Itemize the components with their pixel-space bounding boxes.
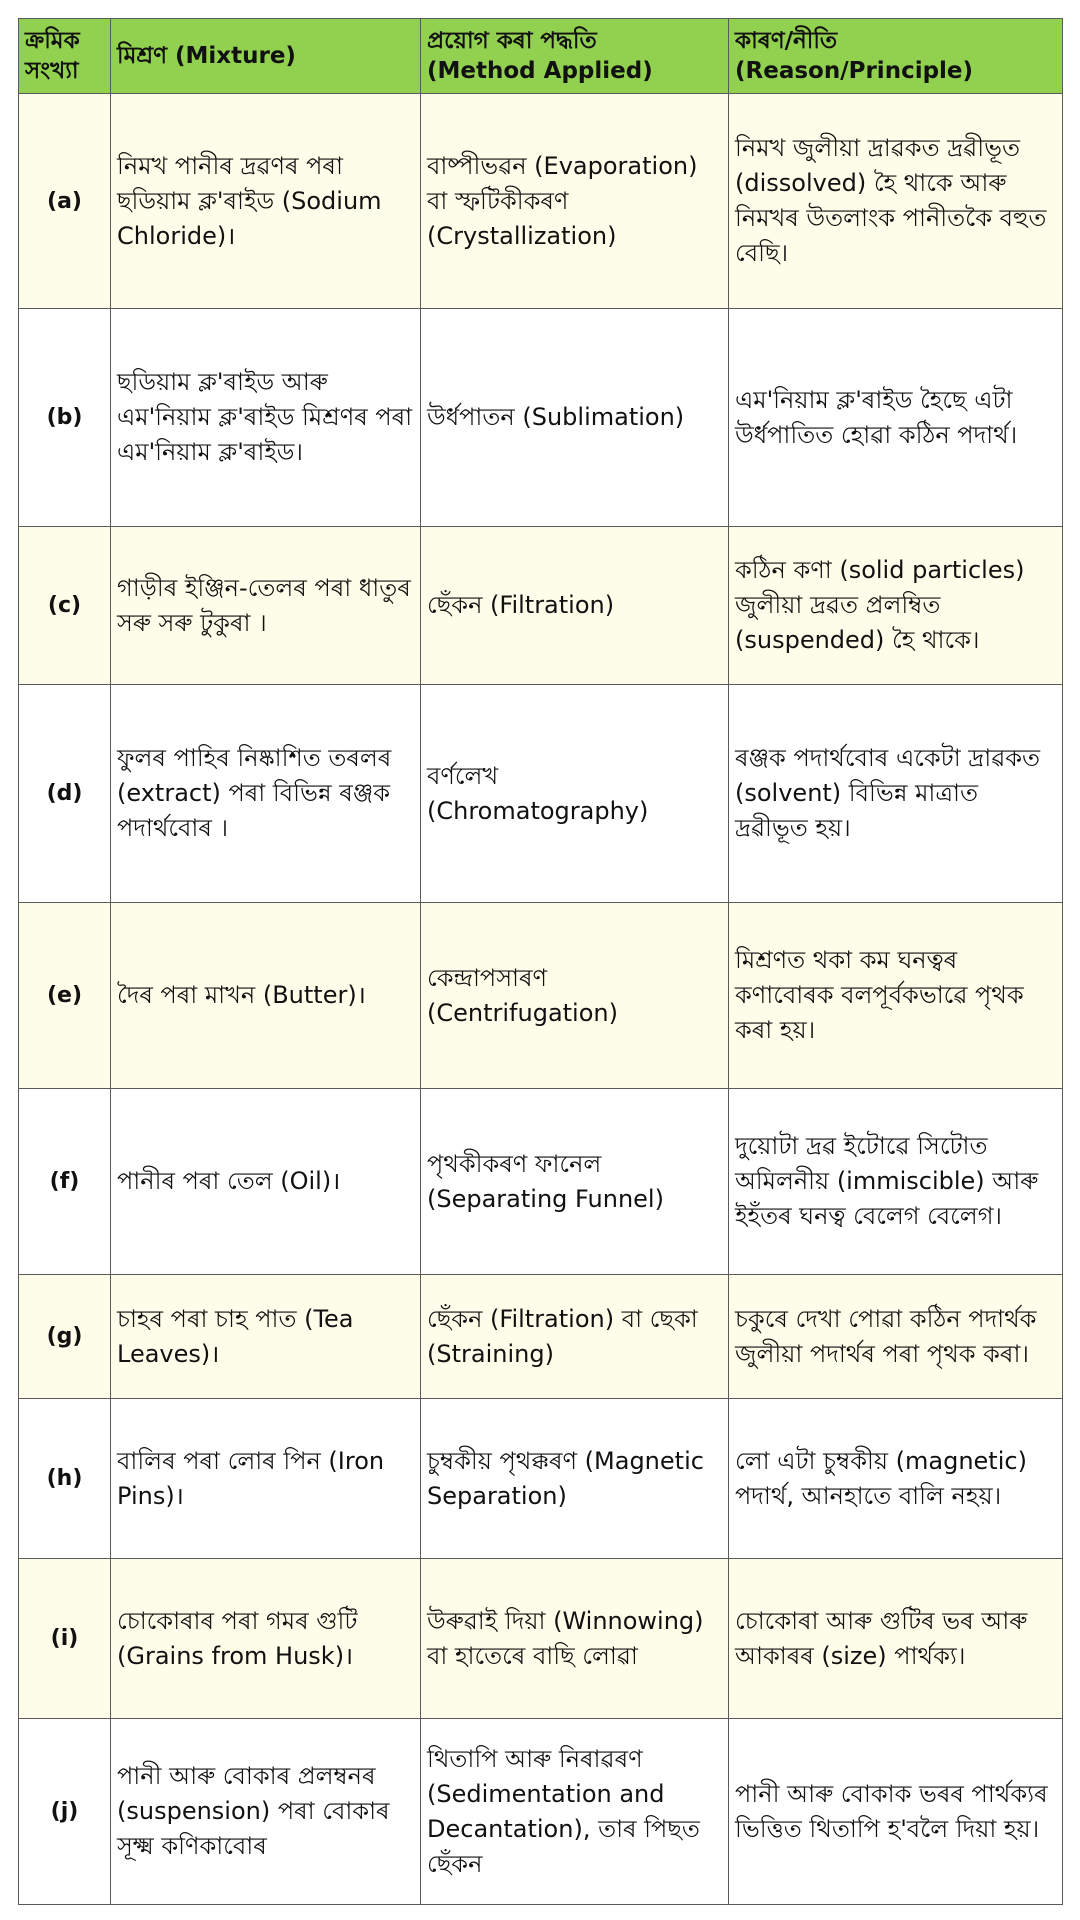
cell-serial-number: (e) — [19, 903, 111, 1089]
cell-mixture: বালিৰ পৰা লোৰ পিন (Iron Pins)। — [111, 1399, 421, 1559]
cell-method: উৰ্ধপাতন (Sublimation) — [421, 309, 729, 527]
cell-method: ছেঁকন (Filtration) — [421, 527, 729, 685]
cell-reason: কঠিন কণা (solid particles) জুলীয়া দ্ৰৱত প্ৰলম্বিত (suspended) হৈ থাকে। — [729, 527, 1063, 685]
cell-serial-number: (f) — [19, 1089, 111, 1275]
header-mixture-line1: মিশ্ৰণ (Mixture) — [117, 43, 296, 69]
header-method-line1: প্ৰয়োগ কৰা পদ্ধতি — [427, 28, 597, 54]
cell-mixture: চোকোৰাৰ পৰা গমৰ গুটি (Grains from Husk)। — [111, 1559, 421, 1719]
table-row — [19, 685, 1063, 903]
header-serial-line1: ক্রমিক — [25, 28, 80, 54]
cell-method: বৰ্ণলেখ (Chromatography) — [421, 685, 729, 903]
cell-serial-number: (h) — [19, 1399, 111, 1559]
header-mixture — [111, 19, 421, 94]
cell-method: উৰুৱাই দিয়া (Winnowing) বা হাতেৰে বাছি লোৱা — [421, 1559, 729, 1719]
cell-reason: পানী আৰু বোকাক ভৰৰ পাৰ্থক্যৰ ভিত্তিত থিতাপি হ'বলৈ দিয়া হয়। — [729, 1719, 1063, 1905]
cell-serial-number: (d) — [19, 685, 111, 903]
table-header-row — [19, 19, 1063, 94]
table-body — [19, 94, 1063, 1905]
cell-method: বাষ্পীভৱন (Evaporation) বা স্ফটিকীকৰণ (Crystallization) — [421, 94, 729, 309]
header-method-line2: (Method Applied) — [427, 58, 653, 84]
cell-mixture: ফুলৰ পাহিৰ নিষ্কাশিত তৰলৰ (extract) পৰা বিভিন্ন ৰঞ্জক পদাৰ্থবোৰ । — [111, 685, 421, 903]
separation-methods-table — [18, 18, 1063, 1905]
cell-serial-number: (g) — [19, 1275, 111, 1399]
header-reason-line2: (Reason/Principle) — [735, 58, 974, 84]
cell-method: থিতাপি আৰু নিৰাৱৰণ (Sedimentation and Decantation), তাৰ পিছত ছেঁকন — [421, 1719, 729, 1905]
header-reason — [729, 19, 1063, 94]
header-serial-line2: সংখ্যা — [25, 58, 79, 84]
header-serial-number — [19, 19, 111, 94]
table-row — [19, 1399, 1063, 1559]
header-reason-line1: কাৰণ/নীতি — [735, 28, 838, 54]
cell-method: চুম্বকীয় পৃথক্কৰণ (Magnetic Separation) — [421, 1399, 729, 1559]
table-row — [19, 903, 1063, 1089]
table-row — [19, 1275, 1063, 1399]
table-row — [19, 94, 1063, 309]
cell-mixture: নিমখ পানীৰ দ্ৰৱণৰ পৰা ছডিয়াম ক্ল'ৰাইড (Sodium Chloride)। — [111, 94, 421, 309]
table-row — [19, 527, 1063, 685]
table-row — [19, 309, 1063, 527]
cell-serial-number: (c) — [19, 527, 111, 685]
cell-serial-number: (b) — [19, 309, 111, 527]
table-row — [19, 1089, 1063, 1275]
cell-mixture: গাড়ীৰ ইঞ্জিন-তেলৰ পৰা ধাতুৰ সৰু সৰু টুকুৰা । — [111, 527, 421, 685]
cell-reason: এম'নিয়াম ক্ল'ৰাইড হৈছে এটা উৰ্ধপাতিত হোৱা কঠিন পদাৰ্থ। — [729, 309, 1063, 527]
cell-mixture: ছডিয়াম ক্ল'ৰাইড আৰু এম'নিয়াম ক্ল'ৰাইড মিশ্ৰণৰ পৰা এম'নিয়াম ক্ল'ৰাইড। — [111, 309, 421, 527]
cell-reason: দুয়োটা দ্ৰৱ ইটোৱে সিটোত অমিলনীয় (immiscible) আৰু ইহঁতৰ ঘনত্ব বেলেগ বেলেগ। — [729, 1089, 1063, 1275]
cell-method: পৃথকীকৰণ ফানেল (Separating Funnel) — [421, 1089, 729, 1275]
cell-serial-number: (i) — [19, 1559, 111, 1719]
cell-mixture: পানীৰ পৰা তেল (Oil)। — [111, 1089, 421, 1275]
table-row — [19, 1559, 1063, 1719]
cell-method: কেন্দ্ৰাপসাৰণ (Centrifugation) — [421, 903, 729, 1089]
cell-mixture: দৈৰ পৰা মাখন (Butter)। — [111, 903, 421, 1089]
cell-reason: লো এটা চুম্বকীয় (magnetic) পদাৰ্থ, আনহাতে বালি নহয়। — [729, 1399, 1063, 1559]
cell-reason: চকুৰে দেখা পোৱা কঠিন পদাৰ্থক জুলীয়া পদাৰ্থৰ পৰা পৃথক কৰা। — [729, 1275, 1063, 1399]
cell-reason: মিশ্ৰণত থকা কম ঘনত্বৰ কণাবোৰক বলপূৰ্বকভাৱে পৃথক কৰা হয়। — [729, 903, 1063, 1089]
header-method — [421, 19, 729, 94]
cell-reason: নিমখ জুলীয়া দ্ৰাৱকত দ্ৰৱীভূত (dissolved) হৈ থাকে আৰু নিমখৰ উতলাংক পানীতকৈ বহুত বেছি। — [729, 94, 1063, 309]
cell-serial-number: (j) — [19, 1719, 111, 1905]
cell-reason: চোকোৰা আৰু গুটিৰ ভৰ আৰু আকাৰৰ (size) পাৰ্থক্য। — [729, 1559, 1063, 1719]
cell-method: ছেঁকন (Filtration) বা ছেকা (Straining) — [421, 1275, 729, 1399]
cell-serial-number: (a) — [19, 94, 111, 309]
cell-mixture: পানী আৰু বোকাৰ প্ৰলম্বনৰ (suspension) পৰা বোকাৰ সূক্ষ্ম কণিকাবোৰ — [111, 1719, 421, 1905]
cell-reason: ৰঞ্জক পদাৰ্থবোৰ একেটা দ্ৰাৱকত (solvent) বিভিন্ন মাত্ৰাত দ্ৰৱীভূত হয়। — [729, 685, 1063, 903]
table-row — [19, 1719, 1063, 1905]
cell-mixture: চাহৰ পৰা চাহ পাত (Tea Leaves)। — [111, 1275, 421, 1399]
